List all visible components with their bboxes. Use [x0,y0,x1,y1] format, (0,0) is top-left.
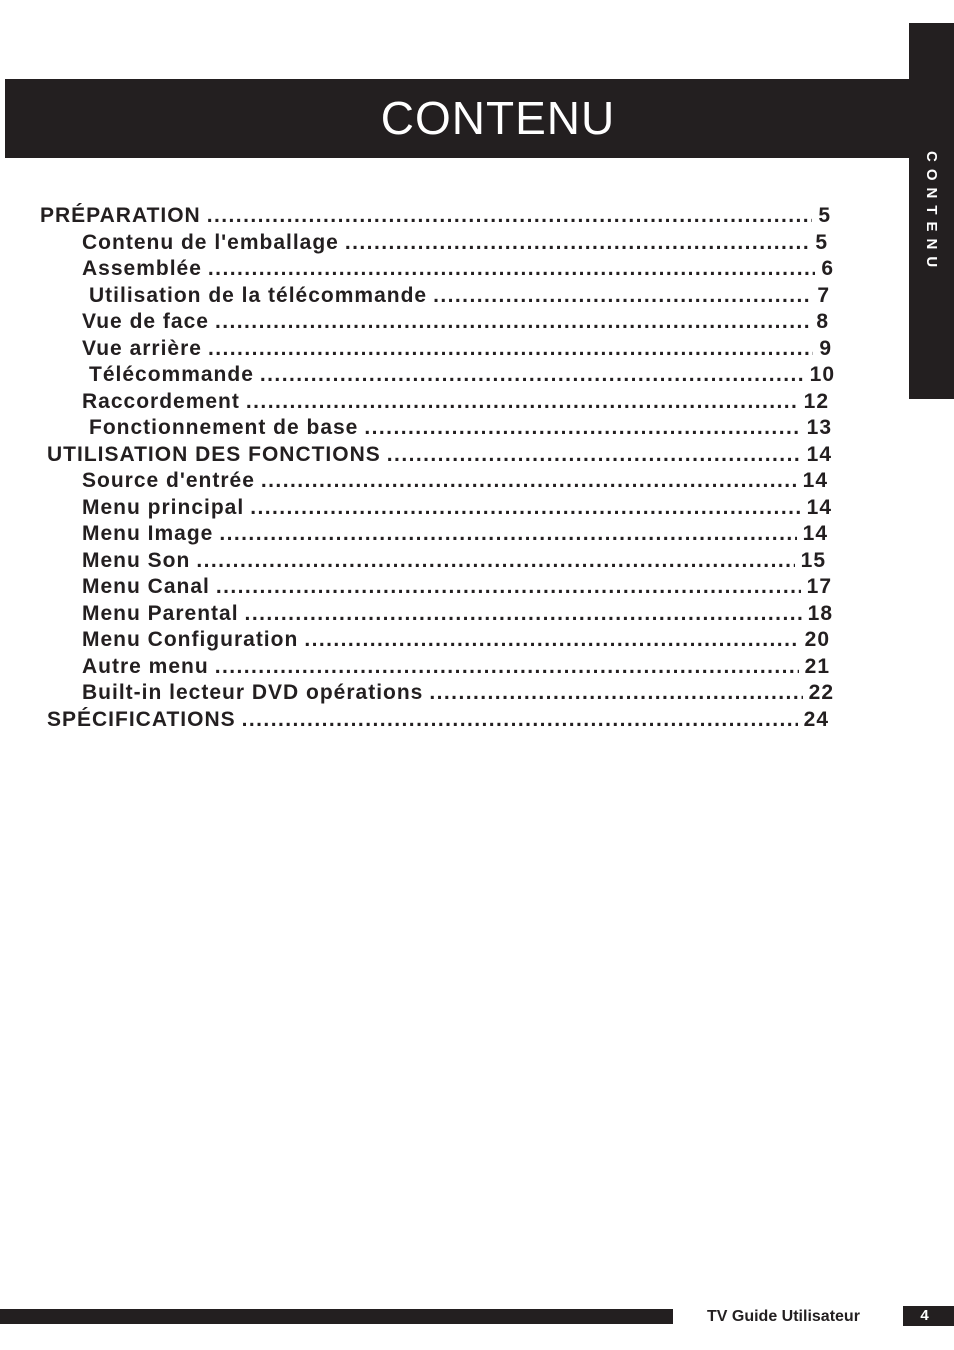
toc-page-number: 5 [818,204,831,227]
toc-page-number: 5 [815,230,828,254]
toc-page-number: 12 [803,389,829,413]
toc-item[interactable] [82,628,830,654]
toc-title: Vue arrière [82,336,202,360]
toc-leader-dots [246,390,798,414]
toc-leader-dots [219,522,796,546]
toc-leader-dots [215,310,810,334]
toc-section[interactable] [47,708,829,734]
toc-leader-dots [216,575,801,599]
toc-page-number: 18 [807,601,833,625]
toc-leader-dots [304,628,798,652]
footer-title: TV Guide Utilisateur [707,1308,860,1325]
toc-title: Menu Configuration [82,628,299,651]
toc-item[interactable] [82,257,834,283]
toc-page-number: 6 [821,257,834,280]
toc-page-number: 10 [809,363,835,386]
toc-title: Source d'entrée [82,469,255,492]
toc-section[interactable] [47,443,832,469]
toc-title: Contenu de l'emballage [82,230,339,254]
toc-item[interactable] [82,390,829,416]
toc-page-number: 8 [816,310,829,333]
toc-page-number: 13 [806,416,832,439]
toc-leader-dots [208,337,813,361]
toc-item[interactable] [82,575,832,601]
toc-leader-dots [242,708,798,732]
toc-item[interactable] [89,284,830,310]
toc-item[interactable] [82,655,830,681]
toc-item[interactable] [82,337,832,363]
toc-page-number: 17 [806,575,832,598]
toc-title: Menu principal [82,495,245,519]
toc-item[interactable] [82,602,833,628]
toc-item[interactable] [82,549,826,575]
toc-title: Vue de face [82,310,209,333]
toc-leader-dots [261,469,797,493]
toc-leader-dots [250,496,800,520]
toc-item[interactable] [82,469,828,495]
toc-title: Menu Parental [82,601,239,625]
toc-item[interactable] [82,231,828,257]
toc-page-number: 22 [808,681,834,704]
toc-title: UTILISATION DES FONCTIONS [47,442,381,466]
toc-title: SPÉCIFICATIONS [47,707,236,731]
toc-leader-dots [364,416,800,440]
footer-page-number: 4 [903,1306,954,1326]
toc-leader-dots [245,602,802,626]
toc-page-number: 14 [806,442,832,466]
toc-leader-dots [429,681,802,705]
page-title: CONTENU [380,92,616,144]
side-tab-label: CONTENU [923,151,940,275]
toc-leader-dots [345,231,809,255]
toc-title: PRÉPARATION [40,204,201,227]
toc-title: Menu Son [82,548,191,572]
toc-page-number: 15 [800,548,826,572]
toc-item[interactable] [82,496,832,522]
toc-page-number: 14 [802,522,828,545]
toc-leader-dots [207,204,813,228]
toc-title: Raccordement [82,389,240,413]
toc-item[interactable] [89,363,835,389]
toc-leader-dots [260,363,804,387]
toc-title: Built-in lecteur DVD opérations [82,681,424,704]
toc-leader-dots [433,284,811,308]
toc-page-number: 21 [804,654,830,678]
toc-item[interactable] [82,681,834,707]
toc-page-number: 9 [819,336,832,360]
toc-leader-dots [196,549,794,573]
toc-leader-dots [215,655,799,679]
side-tab [909,23,954,399]
footer-bar [0,1309,673,1324]
toc-page-number: 24 [803,707,829,731]
toc-title: Télécommande [89,363,254,386]
toc-page-number: 7 [817,283,830,307]
toc-page-number: 14 [806,495,832,519]
toc-title: Utilisation de la télécommande [89,283,428,307]
toc-section[interactable] [40,204,831,230]
toc-item[interactable] [82,310,829,336]
toc-leader-dots [387,443,801,467]
toc-title: Fonctionnement de base [89,416,359,439]
toc-leader-dots [208,257,815,281]
toc-title: Autre menu [82,654,209,678]
toc-title: Menu Canal [82,575,210,598]
toc-page-number: 14 [802,469,828,492]
toc-title: Menu Image [82,522,214,545]
toc-page-number: 20 [804,628,830,651]
toc-title: Assemblée [82,257,202,280]
toc-item[interactable] [89,416,832,442]
toc-item[interactable] [82,522,828,548]
